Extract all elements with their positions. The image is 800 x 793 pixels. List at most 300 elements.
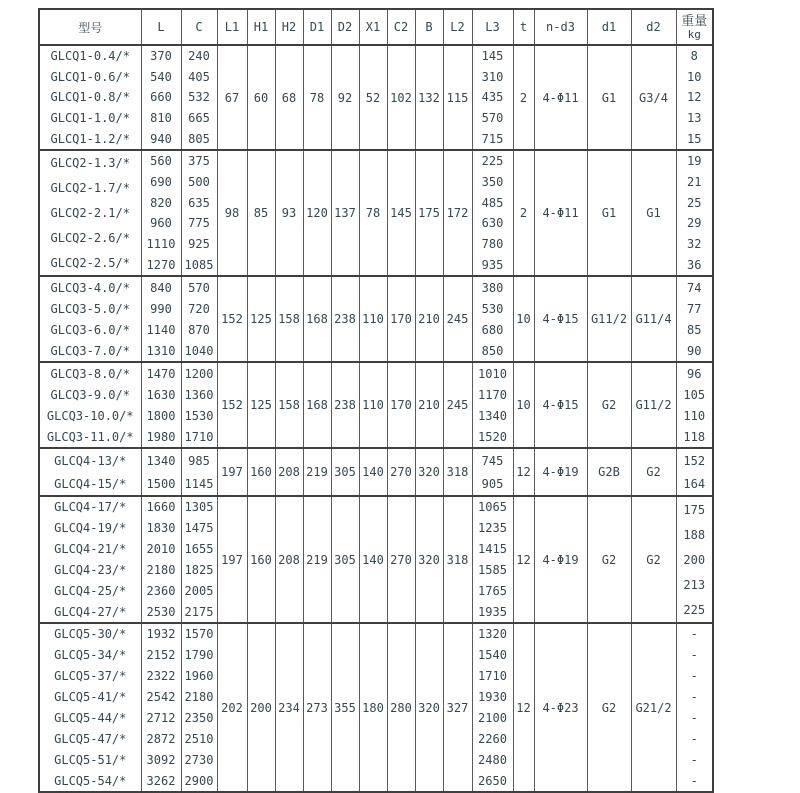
col-header-D2: D2 bbox=[331, 9, 359, 45]
l-cell-value: 2872 bbox=[146, 731, 176, 746]
model-cell-value: GLCQ1-0.6/* bbox=[50, 69, 130, 84]
dim-cell-L2: 245 bbox=[443, 362, 472, 448]
dim-cell-C2: 270 bbox=[387, 448, 415, 496]
weight-cell-value: - bbox=[690, 648, 698, 663]
c-cell-value: 1790 bbox=[184, 648, 214, 663]
l3-cell-value: 2260 bbox=[478, 731, 507, 746]
c-cell-value: 1475 bbox=[184, 521, 214, 536]
l-cell-value: 810 bbox=[150, 111, 172, 126]
dim-cell-H2: 208 bbox=[275, 448, 303, 496]
l-cell-value: 1470 bbox=[146, 366, 176, 381]
model-cell-value: GLCQ4-23/* bbox=[54, 562, 127, 577]
dim-cell-H2: 234 bbox=[275, 623, 303, 792]
weight-cell-value: 29 bbox=[687, 216, 702, 231]
dim-cell-t: 10 bbox=[513, 276, 534, 362]
weight-cell-value: 77 bbox=[687, 301, 702, 316]
weight-cell-value: 13 bbox=[687, 111, 702, 126]
model-cell-value: GLCQ3-6.0/* bbox=[50, 322, 130, 337]
model-cell-value: GLCQ1-0.4/* bbox=[50, 49, 130, 64]
l3-cell-value: 1540 bbox=[478, 648, 507, 663]
col-header-H2: H2 bbox=[275, 9, 303, 45]
dim-cell-H1: 125 bbox=[247, 362, 275, 448]
l3-cell-value: 380 bbox=[481, 280, 504, 295]
weight-cell-value: 85 bbox=[687, 322, 702, 337]
l-cell-value: 690 bbox=[150, 174, 172, 189]
dim-cell-L2: 327 bbox=[443, 623, 472, 792]
l-cell bbox=[141, 496, 181, 623]
l3-cell-value: 1010 bbox=[478, 366, 507, 381]
l-cell-value: 990 bbox=[150, 301, 172, 316]
model-cell-value: GLCQ3-11.0/* bbox=[46, 429, 134, 444]
model-cell-value: GLCQ3-5.0/* bbox=[50, 301, 130, 316]
l3-cell-value: 1520 bbox=[478, 429, 507, 444]
dim-cell-H2: 68 bbox=[275, 45, 303, 150]
l-cell-value: 660 bbox=[150, 90, 172, 105]
dim-cell-H1: 200 bbox=[247, 623, 275, 792]
l3-cell bbox=[472, 150, 513, 276]
group-2 bbox=[39, 150, 713, 276]
c-cell-value: 775 bbox=[188, 216, 210, 231]
l-cell-value: 940 bbox=[150, 131, 172, 146]
col-header-C: C bbox=[181, 9, 217, 45]
weight-cell-value: 36 bbox=[687, 257, 702, 272]
model-cell-value: GLCQ4-19/* bbox=[54, 521, 127, 536]
c-cell-value: 870 bbox=[188, 322, 210, 337]
l-cell-value: 2180 bbox=[146, 562, 176, 577]
l3-cell bbox=[472, 45, 513, 150]
weight-cell-value: 15 bbox=[687, 131, 702, 146]
l3-cell-value: 715 bbox=[481, 131, 504, 146]
c-cell bbox=[181, 45, 217, 150]
model-cell bbox=[39, 448, 141, 496]
dim-cell-L1: 197 bbox=[217, 448, 247, 496]
dim-cell-d2: G11/2 bbox=[631, 362, 676, 448]
l3-cell bbox=[472, 496, 513, 623]
dim-cell-L2: 172 bbox=[443, 150, 472, 276]
group-1 bbox=[39, 45, 713, 150]
weight-header-unit: kg bbox=[687, 27, 701, 41]
model-cell-value: GLCQ5-30/* bbox=[54, 627, 127, 642]
dim-cell-t: 2 bbox=[513, 150, 534, 276]
l-cell-value: 560 bbox=[150, 154, 172, 169]
dim-cell-n-d3: 4-Φ23 bbox=[534, 623, 587, 792]
weight-cell-value: 8 bbox=[690, 49, 698, 64]
c-cell bbox=[181, 362, 217, 448]
l3-cell-value: 1585 bbox=[478, 562, 507, 577]
model-cell-value: GLCQ2-2.1/* bbox=[50, 205, 130, 220]
weight-cell-value: 32 bbox=[687, 236, 702, 251]
model-cell-value: GLCQ5-34/* bbox=[54, 648, 127, 663]
l3-cell-value: 780 bbox=[481, 236, 504, 251]
l3-cell bbox=[472, 362, 513, 448]
model-cell-value: GLCQ3-9.0/* bbox=[50, 387, 130, 402]
weight-cell-value: 213 bbox=[683, 577, 706, 592]
l-cell bbox=[141, 448, 181, 496]
l-cell-value: 1980 bbox=[146, 429, 176, 444]
model-cell-value: GLCQ2-2.6/* bbox=[50, 230, 130, 245]
group-5 bbox=[39, 448, 713, 496]
model-cell-value: GLCQ5-37/* bbox=[54, 669, 127, 684]
weight-cell-value: 74 bbox=[687, 280, 702, 295]
l3-cell-value: 1320 bbox=[478, 627, 507, 642]
weight-cell-value: 110 bbox=[683, 408, 706, 423]
dim-cell-d2: G21/2 bbox=[631, 623, 676, 792]
model-cell-value: GLCQ4-17/* bbox=[54, 500, 127, 515]
l3-cell-value: 905 bbox=[481, 476, 504, 491]
c-cell-value: 405 bbox=[188, 69, 210, 84]
dim-cell-d2: G2 bbox=[631, 448, 676, 496]
c-cell-value: 1145 bbox=[184, 476, 214, 491]
l3-cell-value: 1930 bbox=[478, 690, 507, 705]
dim-cell-H2: 158 bbox=[275, 362, 303, 448]
c-cell-value: 665 bbox=[188, 111, 210, 126]
l-cell-value: 960 bbox=[150, 216, 172, 231]
l3-cell-value: 1765 bbox=[478, 583, 507, 598]
l3-cell-value: 630 bbox=[481, 216, 504, 231]
dim-cell-X1: 78 bbox=[359, 150, 387, 276]
l-cell-value: 1630 bbox=[146, 387, 176, 402]
model-cell-value: GLCQ5-47/* bbox=[54, 731, 127, 746]
c-cell-value: 375 bbox=[188, 154, 210, 169]
dim-cell-d2: G11/4 bbox=[631, 276, 676, 362]
c-cell-value: 805 bbox=[188, 131, 210, 146]
dim-cell-t: 12 bbox=[513, 448, 534, 496]
weight-cell-value: 225 bbox=[683, 602, 706, 617]
l3-cell-value: 935 bbox=[481, 257, 504, 272]
col-header-model: 型号 bbox=[39, 9, 141, 45]
c-cell-value: 2900 bbox=[184, 773, 214, 788]
dim-cell-t: 12 bbox=[513, 496, 534, 623]
c-cell bbox=[181, 448, 217, 496]
c-cell-value: 2175 bbox=[184, 604, 214, 619]
dim-cell-H2: 158 bbox=[275, 276, 303, 362]
dim-cell-L2: 318 bbox=[443, 496, 472, 623]
dim-cell-C2: 102 bbox=[387, 45, 415, 150]
model-cell-value: GLCQ4-15/* bbox=[54, 476, 127, 491]
l3-cell-value: 350 bbox=[481, 174, 504, 189]
dim-cell-d2: G1 bbox=[631, 150, 676, 276]
dim-cell-B: 175 bbox=[415, 150, 443, 276]
weight-cell-value: 10 bbox=[687, 69, 702, 84]
l-cell-value: 1270 bbox=[146, 257, 176, 272]
l-cell-value: 2712 bbox=[146, 710, 176, 725]
l-cell bbox=[141, 45, 181, 150]
dim-cell-d2: G2 bbox=[631, 496, 676, 623]
weight-cell bbox=[676, 448, 713, 496]
model-cell-value: GLCQ3-10.0/* bbox=[46, 408, 134, 423]
c-cell-value: 1360 bbox=[184, 387, 214, 402]
dim-cell-X1: 140 bbox=[359, 448, 387, 496]
dim-cell-n-d3: 4-Φ11 bbox=[534, 150, 587, 276]
c-cell-value: 240 bbox=[188, 49, 210, 64]
l3-cell-value: 1415 bbox=[478, 542, 507, 557]
weight-cell bbox=[676, 496, 713, 623]
dim-cell-X1: 140 bbox=[359, 496, 387, 623]
model-cell-value: GLCQ3-7.0/* bbox=[50, 343, 130, 358]
l-cell-value: 1932 bbox=[146, 627, 176, 642]
dim-cell-D2: 92 bbox=[331, 45, 359, 150]
dim-cell-d1: G2 bbox=[587, 496, 631, 623]
dim-cell-L1: 152 bbox=[217, 276, 247, 362]
dim-cell-B: 210 bbox=[415, 276, 443, 362]
dim-cell-D1: 273 bbox=[303, 623, 331, 792]
col-header-D1: D1 bbox=[303, 9, 331, 45]
weight-cell-value: 175 bbox=[683, 502, 706, 517]
dim-cell-D2: 355 bbox=[331, 623, 359, 792]
dim-cell-H2: 208 bbox=[275, 496, 303, 623]
l-cell-value: 820 bbox=[150, 195, 172, 210]
l-cell-value: 1660 bbox=[146, 500, 176, 515]
dim-cell-D1: 219 bbox=[303, 496, 331, 623]
l-cell-value: 2322 bbox=[146, 669, 176, 684]
dim-cell-B: 320 bbox=[415, 496, 443, 623]
c-cell-value: 2510 bbox=[184, 731, 214, 746]
weight-cell bbox=[676, 623, 713, 792]
dim-cell-H1: 125 bbox=[247, 276, 275, 362]
col-header-B: B bbox=[415, 9, 443, 45]
c-cell-value: 985 bbox=[188, 453, 210, 468]
dim-cell-C2: 270 bbox=[387, 496, 415, 623]
dim-cell-d1: G2 bbox=[587, 623, 631, 792]
col-header-t: t bbox=[513, 9, 534, 45]
l3-cell-value: 680 bbox=[481, 322, 504, 337]
l3-cell bbox=[472, 623, 513, 792]
c-cell-value: 635 bbox=[188, 195, 210, 210]
dim-cell-d1: G2B bbox=[587, 448, 631, 496]
c-cell bbox=[181, 496, 217, 623]
weight-cell-value: - bbox=[690, 669, 698, 684]
l3-cell-value: 2650 bbox=[478, 773, 507, 788]
dim-cell-t: 12 bbox=[513, 623, 534, 792]
l-cell-value: 2010 bbox=[146, 542, 176, 557]
model-cell-value: GLCQ5-51/* bbox=[54, 752, 127, 767]
c-cell bbox=[181, 276, 217, 362]
model-cell-value: GLCQ5-44/* bbox=[54, 710, 127, 725]
l-cell bbox=[141, 276, 181, 362]
c-cell-value: 1825 bbox=[184, 562, 214, 577]
l3-cell-value: 570 bbox=[481, 111, 504, 126]
c-cell-value: 2730 bbox=[184, 752, 214, 767]
dim-cell-L2: 245 bbox=[443, 276, 472, 362]
l-cell-value: 3092 bbox=[146, 752, 176, 767]
dim-cell-C2: 280 bbox=[387, 623, 415, 792]
dim-cell-n-d3: 4-Φ19 bbox=[534, 496, 587, 623]
model-cell-value: GLCQ2-1.3/* bbox=[50, 156, 130, 171]
model-cell bbox=[39, 45, 141, 150]
model-cell-value: GLCQ1-1.2/* bbox=[50, 131, 130, 146]
c-cell-value: 532 bbox=[188, 90, 210, 105]
c-cell-value: 1570 bbox=[184, 627, 214, 642]
l3-cell-value: 310 bbox=[481, 69, 504, 84]
l3-cell-value: 745 bbox=[481, 453, 504, 468]
weight-cell-value: - bbox=[690, 710, 698, 725]
c-cell-value: 2350 bbox=[184, 710, 214, 725]
spec-table bbox=[38, 8, 714, 793]
dim-cell-d1: G11/2 bbox=[587, 276, 631, 362]
c-cell-value: 2005 bbox=[184, 583, 214, 598]
weight-cell-value: 200 bbox=[683, 552, 706, 567]
dim-cell-t: 2 bbox=[513, 45, 534, 150]
c-cell-value: 1710 bbox=[184, 429, 214, 444]
col-header-L1: L1 bbox=[217, 9, 247, 45]
l3-cell-value: 1935 bbox=[478, 604, 507, 619]
dim-cell-D2: 137 bbox=[331, 150, 359, 276]
col-header-L2: L2 bbox=[443, 9, 472, 45]
dim-cell-H1: 60 bbox=[247, 45, 275, 150]
dim-cell-t: 10 bbox=[513, 362, 534, 448]
l-cell-value: 1340 bbox=[146, 453, 176, 468]
l3-cell-value: 530 bbox=[481, 301, 504, 316]
l3-cell-value: 485 bbox=[481, 195, 504, 210]
c-cell-value: 1085 bbox=[184, 257, 214, 272]
dim-cell-D1: 168 bbox=[303, 276, 331, 362]
dim-cell-d1: G1 bbox=[587, 45, 631, 150]
l3-cell-value: 2100 bbox=[478, 710, 507, 725]
dim-cell-H2: 93 bbox=[275, 150, 303, 276]
dim-cell-C2: 145 bbox=[387, 150, 415, 276]
dim-cell-L2: 115 bbox=[443, 45, 472, 150]
dim-cell-D2: 238 bbox=[331, 276, 359, 362]
l-cell-value: 1310 bbox=[146, 343, 176, 358]
weight-cell-value: - bbox=[690, 731, 698, 746]
l-cell-value: 3262 bbox=[146, 773, 176, 788]
l3-cell-value: 1170 bbox=[478, 387, 507, 402]
l-cell-value: 1140 bbox=[146, 322, 176, 337]
dim-cell-L1: 98 bbox=[217, 150, 247, 276]
l-cell-value: 540 bbox=[150, 69, 172, 84]
col-header-L3: L3 bbox=[472, 9, 513, 45]
dim-cell-X1: 52 bbox=[359, 45, 387, 150]
c-cell-value: 1960 bbox=[184, 669, 214, 684]
model-cell-value: GLCQ1-1.0/* bbox=[50, 111, 130, 126]
dim-cell-n-d3: 4-Φ15 bbox=[534, 362, 587, 448]
c-cell-value: 500 bbox=[188, 174, 210, 189]
group-6 bbox=[39, 496, 713, 623]
weight-cell bbox=[676, 150, 713, 276]
l-cell bbox=[141, 623, 181, 792]
dim-cell-C2: 170 bbox=[387, 276, 415, 362]
weight-header-title: 重量 bbox=[681, 13, 708, 29]
weight-cell-value: 105 bbox=[683, 387, 706, 402]
col-header-C2: C2 bbox=[387, 9, 415, 45]
c-cell bbox=[181, 623, 217, 792]
weight-cell-value: - bbox=[690, 627, 698, 642]
dim-cell-C2: 170 bbox=[387, 362, 415, 448]
l3-cell-value: 1065 bbox=[478, 500, 507, 515]
col-header-d2: d2 bbox=[631, 9, 676, 45]
col-header-H1: H1 bbox=[247, 9, 275, 45]
l-cell-value: 2152 bbox=[146, 648, 176, 663]
l3-cell bbox=[472, 448, 513, 496]
weight-cell-value: 19 bbox=[687, 154, 702, 169]
weight-cell bbox=[676, 362, 713, 448]
dim-cell-n-d3: 4-Φ19 bbox=[534, 448, 587, 496]
dim-cell-H1: 160 bbox=[247, 448, 275, 496]
l-cell bbox=[141, 362, 181, 448]
group-4 bbox=[39, 362, 713, 448]
c-cell-value: 1200 bbox=[184, 366, 214, 381]
dim-cell-X1: 180 bbox=[359, 623, 387, 792]
l3-cell bbox=[472, 276, 513, 362]
model-cell-value: GLCQ4-27/* bbox=[54, 604, 127, 619]
weight-cell-value: 188 bbox=[683, 527, 706, 542]
dim-cell-B: 210 bbox=[415, 362, 443, 448]
c-cell-value: 570 bbox=[188, 280, 210, 295]
dim-cell-D1: 120 bbox=[303, 150, 331, 276]
l3-cell-value: 1340 bbox=[478, 408, 507, 423]
group-7 bbox=[39, 623, 713, 792]
model-cell-value: GLCQ5-41/* bbox=[54, 690, 127, 705]
l-cell-value: 2530 bbox=[146, 604, 176, 619]
l-cell-value: 1500 bbox=[146, 476, 176, 491]
model-cell-value: GLCQ2-1.7/* bbox=[50, 181, 130, 196]
c-cell-value: 1530 bbox=[184, 408, 214, 423]
l-cell-value: 2542 bbox=[146, 690, 176, 705]
l-cell-value: 840 bbox=[150, 280, 172, 295]
l-cell-value: 1110 bbox=[146, 236, 176, 251]
weight-cell-value: 118 bbox=[683, 429, 706, 444]
l3-cell-value: 1235 bbox=[478, 521, 507, 536]
dim-cell-L1: 152 bbox=[217, 362, 247, 448]
weight-cell-value: 96 bbox=[687, 366, 702, 381]
dim-cell-B: 320 bbox=[415, 623, 443, 792]
weight-cell-value: 12 bbox=[687, 90, 702, 105]
model-cell-value: GLCQ4-21/* bbox=[54, 542, 127, 557]
model-cell-value: GLCQ4-13/* bbox=[54, 453, 127, 468]
model-cell bbox=[39, 496, 141, 623]
l-cell-value: 1800 bbox=[146, 408, 176, 423]
c-cell bbox=[181, 150, 217, 276]
model-cell-value: GLCQ4-25/* bbox=[54, 583, 127, 598]
l3-cell-value: 145 bbox=[481, 49, 504, 64]
model-cell-value: GLCQ5-54/* bbox=[54, 773, 127, 788]
dim-cell-D2: 305 bbox=[331, 448, 359, 496]
c-cell-value: 720 bbox=[188, 301, 210, 316]
dim-cell-D1: 219 bbox=[303, 448, 331, 496]
c-cell-value: 1305 bbox=[184, 500, 214, 515]
c-cell-value: 2180 bbox=[184, 690, 214, 705]
model-cell bbox=[39, 623, 141, 792]
c-cell-value: 1655 bbox=[184, 542, 214, 557]
l3-cell-value: 435 bbox=[481, 90, 504, 105]
l3-cell-value: 225 bbox=[481, 154, 504, 169]
model-cell-value: GLCQ3-4.0/* bbox=[50, 280, 130, 295]
col-header-weight bbox=[676, 9, 713, 45]
dim-cell-B: 320 bbox=[415, 448, 443, 496]
dim-cell-L1: 202 bbox=[217, 623, 247, 792]
col-header-L: L bbox=[141, 9, 181, 45]
dim-cell-L1: 197 bbox=[217, 496, 247, 623]
model-cell bbox=[39, 362, 141, 448]
l-cell-value: 2360 bbox=[146, 583, 176, 598]
dim-cell-d1: G1 bbox=[587, 150, 631, 276]
c-cell-value: 1040 bbox=[184, 343, 214, 358]
l-cell-value: 370 bbox=[150, 49, 172, 64]
group-3 bbox=[39, 276, 713, 362]
dim-cell-D2: 305 bbox=[331, 496, 359, 623]
weight-cell bbox=[676, 45, 713, 150]
dim-cell-D1: 78 bbox=[303, 45, 331, 150]
dim-cell-n-d3: 4-Φ15 bbox=[534, 276, 587, 362]
dim-cell-L1: 67 bbox=[217, 45, 247, 150]
l3-cell-value: 1710 bbox=[478, 669, 507, 684]
weight-cell-value: 21 bbox=[687, 174, 702, 189]
dim-cell-D1: 168 bbox=[303, 362, 331, 448]
weight-cell-value: - bbox=[690, 752, 698, 767]
l-cell bbox=[141, 150, 181, 276]
weight-cell bbox=[676, 276, 713, 362]
dim-cell-D2: 238 bbox=[331, 362, 359, 448]
